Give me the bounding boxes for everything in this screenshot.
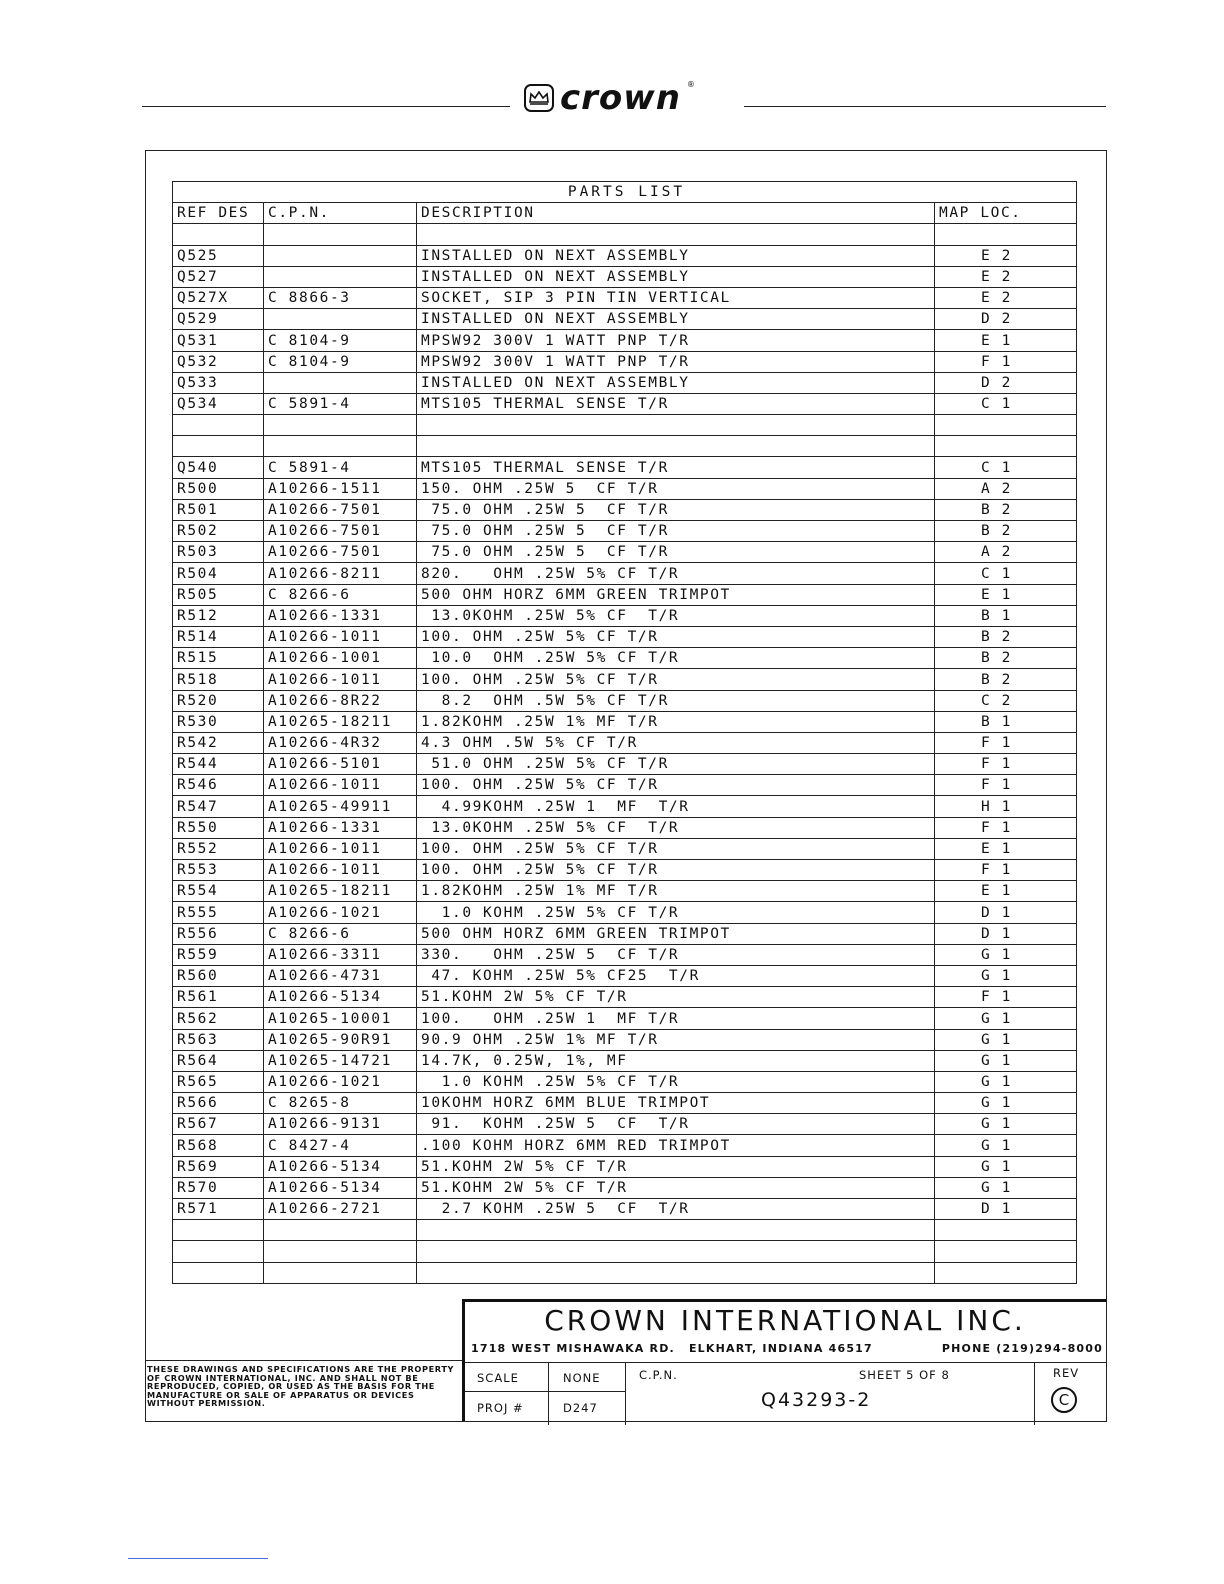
- ref-des-cell: Q534: [173, 393, 264, 414]
- cpn-cell: C 8265-8: [264, 1093, 417, 1114]
- table-row: [173, 478, 1077, 499]
- title-block-grid: [465, 1362, 1106, 1425]
- revision-value: C: [1058, 1391, 1070, 1409]
- ref-des-cell: R544: [173, 754, 264, 775]
- description-cell: INSTALLED ON NEXT ASSEMBLY: [417, 266, 935, 287]
- description-cell: [417, 1241, 935, 1262]
- cpn-label: C.P.N.: [639, 1368, 678, 1382]
- cpn-cell: A10266-3311: [264, 944, 417, 965]
- ref-des-cell: Q531: [173, 330, 264, 351]
- proj-label: PROJ #: [477, 1401, 524, 1415]
- table-row: [173, 690, 1077, 711]
- parts-list-title: PARTS LIST: [173, 182, 1077, 203]
- table-row: [173, 372, 1077, 393]
- cpn-cell: [264, 1220, 417, 1241]
- map-loc-cell: G 1: [935, 1156, 1077, 1177]
- footer-rule: [128, 1558, 268, 1559]
- ref-des-cell: Q527X: [173, 287, 264, 308]
- cpn-cell: A10265-10001: [264, 1008, 417, 1029]
- table-row: [173, 457, 1077, 478]
- ref-des-cell: R530: [173, 711, 264, 732]
- company-name: CROWN INTERNATIONAL INC.: [544, 1304, 1026, 1337]
- cpn-cell: C 8266-6: [264, 923, 417, 944]
- ref-des-cell: R515: [173, 648, 264, 669]
- description-cell: [417, 415, 935, 436]
- table-row: [173, 1093, 1077, 1114]
- table-row: [173, 266, 1077, 287]
- ref-des-cell: R571: [173, 1199, 264, 1220]
- map-loc-cell: H 1: [935, 796, 1077, 817]
- table-row: [173, 245, 1077, 266]
- map-loc-cell: G 1: [935, 944, 1077, 965]
- map-loc-cell: E 1: [935, 881, 1077, 902]
- cpn-cell: C 8427-4: [264, 1135, 417, 1156]
- description-cell: 75.0 OHM .25W 5 CF T/R: [417, 499, 935, 520]
- description-cell: 820. OHM .25W 5% CF T/R: [417, 563, 935, 584]
- map-loc-cell: D 1: [935, 1199, 1077, 1220]
- cpn-cell: [264, 266, 417, 287]
- proprietary-notice: THESE DRAWINGS AND SPECIFICATIONS ARE THE PROPERTY OF CROWN INTERNATIONAL, INC. AND SHALL NOT BE REPRODUCED, COPIED, OR USED AS THE BASIS FOR THE MANUFACTURE OR SALE OF APPARATUS OR DEVICES WITHOUT PERMISSION.: [147, 1364, 455, 1409]
- cpn-cell: C 8104-9: [264, 330, 417, 351]
- registered-mark: ®: [686, 80, 695, 89]
- ref-des-cell: R570: [173, 1177, 264, 1198]
- description-cell: 91. KOHM .25W 5 CF T/R: [417, 1114, 935, 1135]
- cpn-cell: A10266-5134: [264, 1156, 417, 1177]
- cpn-cell: [264, 436, 417, 457]
- map-loc-cell: G 1: [935, 1114, 1077, 1135]
- table-row: [173, 1199, 1077, 1220]
- ref-des-cell: R552: [173, 838, 264, 859]
- description-cell: 2.7 KOHM .25W 5 CF T/R: [417, 1199, 935, 1220]
- cpn-cell: A10266-5134: [264, 987, 417, 1008]
- description-cell: [417, 1220, 935, 1241]
- map-loc-cell: C 1: [935, 393, 1077, 414]
- table-row: [173, 563, 1077, 584]
- description-cell: INSTALLED ON NEXT ASSEMBLY: [417, 309, 935, 330]
- table-row: [173, 669, 1077, 690]
- parts-list-table: [172, 181, 1077, 1284]
- map-loc-cell: F 1: [935, 732, 1077, 753]
- table-row: [173, 499, 1077, 520]
- table-row: [173, 1177, 1077, 1198]
- table-row: [173, 860, 1077, 881]
- header-rule-right: [744, 106, 1106, 107]
- map-loc-cell: [935, 224, 1077, 245]
- map-loc-cell: B 2: [935, 626, 1077, 647]
- map-loc-cell: G 1: [935, 1029, 1077, 1050]
- ref-des-cell: R546: [173, 775, 264, 796]
- table-row: [173, 521, 1077, 542]
- ref-des-cell: R504: [173, 563, 264, 584]
- description-cell: 51.KOHM 2W 5% CF T/R: [417, 1156, 935, 1177]
- description-cell: 51.0 OHM .25W 5% CF T/R: [417, 754, 935, 775]
- table-row: [173, 351, 1077, 372]
- cpn-cell: A10266-8211: [264, 563, 417, 584]
- description-cell: 1.0 KOHM .25W 5% CF T/R: [417, 902, 935, 923]
- map-loc-cell: F 1: [935, 775, 1077, 796]
- cpn-cell: [264, 1262, 417, 1283]
- table-row: [173, 542, 1077, 563]
- cpn-cell: A10266-1011: [264, 626, 417, 647]
- map-loc-cell: F 1: [935, 987, 1077, 1008]
- cpn-cell: A10266-7501: [264, 521, 417, 542]
- description-cell: MPSW92 300V 1 WATT PNP T/R: [417, 330, 935, 351]
- table-row: [173, 775, 1077, 796]
- map-loc-cell: G 1: [935, 965, 1077, 986]
- col-header-map-loc: MAP LOC.: [935, 203, 1077, 224]
- ref-des-cell: R501: [173, 499, 264, 520]
- table-row: [173, 965, 1077, 986]
- parts-list-header-row: [173, 203, 1077, 224]
- map-loc-cell: D 1: [935, 902, 1077, 923]
- street-address: 1718 WEST MISHAWAKA RD.: [471, 1342, 675, 1355]
- map-loc-cell: E 1: [935, 838, 1077, 859]
- ref-des-cell: [173, 415, 264, 436]
- cpn-cell: C 8266-6: [264, 584, 417, 605]
- table-row: [173, 436, 1077, 457]
- map-loc-cell: B 1: [935, 711, 1077, 732]
- city-address: ELKHART, INDIANA 46517: [688, 1342, 873, 1355]
- table-row: [173, 838, 1077, 859]
- cpn-cell: [264, 309, 417, 330]
- ref-des-cell: R550: [173, 817, 264, 838]
- ref-des-cell: R563: [173, 1029, 264, 1050]
- table-row: [173, 1156, 1077, 1177]
- description-cell: 75.0 OHM .25W 5 CF T/R: [417, 521, 935, 542]
- table-row: [173, 1262, 1077, 1283]
- cpn-cell: C 8104-9: [264, 351, 417, 372]
- ref-des-cell: R502: [173, 521, 264, 542]
- table-row: [173, 287, 1077, 308]
- ref-des-cell: R561: [173, 987, 264, 1008]
- map-loc-cell: B 2: [935, 669, 1077, 690]
- ref-des-cell: Q525: [173, 245, 264, 266]
- description-cell: [417, 1262, 935, 1283]
- map-loc-cell: F 1: [935, 754, 1077, 775]
- map-loc-cell: G 1: [935, 1050, 1077, 1071]
- ref-des-cell: R567: [173, 1114, 264, 1135]
- ref-des-cell: R556: [173, 923, 264, 944]
- ref-des-cell: R564: [173, 1050, 264, 1071]
- table-row: [173, 330, 1077, 351]
- ref-des-cell: R555: [173, 902, 264, 923]
- cpn-cell: [264, 415, 417, 436]
- map-loc-cell: E 2: [935, 266, 1077, 287]
- cpn-cell: A10266-5101: [264, 754, 417, 775]
- map-loc-cell: F 1: [935, 860, 1077, 881]
- map-loc-cell: B 2: [935, 648, 1077, 669]
- table-row: [173, 626, 1077, 647]
- table-row: [173, 1008, 1077, 1029]
- cpn-cell: A10266-1331: [264, 605, 417, 626]
- drawing-number: Q43293-2: [761, 1389, 872, 1411]
- map-loc-cell: F 1: [935, 351, 1077, 372]
- map-loc-cell: E 2: [935, 287, 1077, 308]
- table-row: [173, 1050, 1077, 1071]
- ref-des-cell: R553: [173, 860, 264, 881]
- description-cell: 4.99KOHM .25W 1 MF T/R: [417, 796, 935, 817]
- description-cell: 100. OHM .25W 5% CF T/R: [417, 669, 935, 690]
- cpn-cell: A10265-49911: [264, 796, 417, 817]
- map-loc-cell: G 1: [935, 1071, 1077, 1092]
- description-cell: 4.3 OHM .5W 5% CF T/R: [417, 732, 935, 753]
- table-row: [173, 796, 1077, 817]
- description-cell: 13.0KOHM .25W 5% CF T/R: [417, 605, 935, 626]
- map-loc-cell: [935, 436, 1077, 457]
- cpn-cell: A10266-4731: [264, 965, 417, 986]
- map-loc-cell: C 2: [935, 690, 1077, 711]
- map-loc-cell: [935, 1241, 1077, 1262]
- cpn-cell: A10265-90R91: [264, 1029, 417, 1050]
- table-row: [173, 605, 1077, 626]
- crown-logo: [524, 78, 739, 118]
- map-loc-cell: E 1: [935, 584, 1077, 605]
- map-loc-cell: A 2: [935, 478, 1077, 499]
- map-loc-cell: G 1: [935, 1093, 1077, 1114]
- description-cell: 100. OHM .25W 5% CF T/R: [417, 860, 935, 881]
- map-loc-cell: A 2: [935, 542, 1077, 563]
- map-loc-cell: C 1: [935, 563, 1077, 584]
- cpn-cell: A10266-5134: [264, 1177, 417, 1198]
- description-cell: 1.82KOHM .25W 1% MF T/R: [417, 711, 935, 732]
- crown-emblem-icon: [524, 84, 554, 112]
- cpn-cell: A10265-14721: [264, 1050, 417, 1071]
- description-cell: MPSW92 300V 1 WATT PNP T/R: [417, 351, 935, 372]
- table-row: [173, 648, 1077, 669]
- description-cell: MTS105 THERMAL SENSE T/R: [417, 457, 935, 478]
- table-row: [173, 1029, 1077, 1050]
- description-cell: 500 OHM HORZ 6MM GREEN TRIMPOT: [417, 923, 935, 944]
- map-loc-cell: E 2: [935, 245, 1077, 266]
- table-row: [173, 1071, 1077, 1092]
- ref-des-cell: R542: [173, 732, 264, 753]
- map-loc-cell: [935, 1262, 1077, 1283]
- ref-des-cell: R559: [173, 944, 264, 965]
- ref-des-cell: [173, 1241, 264, 1262]
- map-loc-cell: D 1: [935, 923, 1077, 944]
- table-row: [173, 711, 1077, 732]
- description-cell: INSTALLED ON NEXT ASSEMBLY: [417, 245, 935, 266]
- table-row: [173, 987, 1077, 1008]
- map-loc-cell: D 2: [935, 372, 1077, 393]
- ref-des-cell: Q540: [173, 457, 264, 478]
- ref-des-cell: R562: [173, 1008, 264, 1029]
- revision-circle: [1051, 1387, 1077, 1413]
- cpn-cell: A10266-7501: [264, 542, 417, 563]
- description-cell: 75.0 OHM .25W 5 CF T/R: [417, 542, 935, 563]
- sheet-number: SHEET 5 OF 8: [859, 1368, 950, 1382]
- cpn-cell: A10266-7501: [264, 499, 417, 520]
- ref-des-cell: R554: [173, 881, 264, 902]
- notice-rule: [145, 1360, 463, 1361]
- cpn-cell: C 5891-4: [264, 457, 417, 478]
- map-loc-cell: G 1: [935, 1135, 1077, 1156]
- description-cell: 8.2 OHM .5W 5% CF T/R: [417, 690, 935, 711]
- map-loc-cell: B 2: [935, 499, 1077, 520]
- description-cell: 500 OHM HORZ 6MM GREEN TRIMPOT: [417, 584, 935, 605]
- cpn-cell: A10265-18211: [264, 881, 417, 902]
- logo-wordmark: crown: [560, 78, 681, 118]
- cpn-cell: C 5891-4: [264, 393, 417, 414]
- description-cell: 1.82KOHM .25W 1% MF T/R: [417, 881, 935, 902]
- title-block: [462, 1299, 1106, 1421]
- map-loc-cell: D 2: [935, 309, 1077, 330]
- description-cell: SOCKET, SIP 3 PIN TIN VERTICAL: [417, 287, 935, 308]
- map-loc-cell: B 2: [935, 521, 1077, 542]
- col-header-ref-des: REF DES: [173, 203, 264, 224]
- description-cell: 51.KOHM 2W 5% CF T/R: [417, 1177, 935, 1198]
- map-loc-cell: [935, 415, 1077, 436]
- table-row: [173, 754, 1077, 775]
- table-row: [173, 309, 1077, 330]
- cpn-cell: [264, 372, 417, 393]
- cpn-cell: A10266-2721: [264, 1199, 417, 1220]
- map-loc-cell: [935, 1220, 1077, 1241]
- ref-des-cell: R505: [173, 584, 264, 605]
- cpn-cell: A10266-1021: [264, 1071, 417, 1092]
- description-cell: 100. OHM .25W 5% CF T/R: [417, 775, 935, 796]
- map-loc-cell: C 1: [935, 457, 1077, 478]
- ref-des-cell: R569: [173, 1156, 264, 1177]
- description-cell: 10KOHM HORZ 6MM BLUE TRIMPOT: [417, 1093, 935, 1114]
- ref-des-cell: R500: [173, 478, 264, 499]
- ref-des-cell: [173, 1262, 264, 1283]
- description-cell: 13.0KOHM .25W 5% CF T/R: [417, 817, 935, 838]
- table-row: [173, 1241, 1077, 1262]
- description-cell: 1.0 KOHM .25W 5% CF T/R: [417, 1071, 935, 1092]
- table-row: [173, 584, 1077, 605]
- description-cell: MTS105 THERMAL SENSE T/R: [417, 393, 935, 414]
- ref-des-cell: R518: [173, 669, 264, 690]
- description-cell: 330. OHM .25W 5 CF T/R: [417, 944, 935, 965]
- cpn-cell: A10265-18211: [264, 711, 417, 732]
- ref-des-cell: R503: [173, 542, 264, 563]
- table-row: [173, 1220, 1077, 1241]
- col-header-description: DESCRIPTION: [417, 203, 935, 224]
- proj-value: D247: [563, 1401, 598, 1415]
- map-loc-cell: G 1: [935, 1177, 1077, 1198]
- ref-des-cell: Q533: [173, 372, 264, 393]
- description-cell: 100. OHM .25W 5% CF T/R: [417, 838, 935, 859]
- ref-des-cell: R566: [173, 1093, 264, 1114]
- map-loc-cell: B 1: [935, 605, 1077, 626]
- ref-des-cell: [173, 224, 264, 245]
- table-row: [173, 393, 1077, 414]
- table-row: [173, 902, 1077, 923]
- table-row: [173, 1114, 1077, 1135]
- table-row: [173, 881, 1077, 902]
- ref-des-cell: R560: [173, 965, 264, 986]
- description-cell: 100. OHM .25W 5% CF T/R: [417, 626, 935, 647]
- ref-des-cell: R520: [173, 690, 264, 711]
- parts-list-title-row: [173, 182, 1077, 203]
- ref-des-cell: [173, 1220, 264, 1241]
- ref-des-cell: R547: [173, 796, 264, 817]
- ref-des-cell: Q532: [173, 351, 264, 372]
- description-cell: 100. OHM .25W 1 MF T/R: [417, 1008, 935, 1029]
- cpn-cell: A10266-8R22: [264, 690, 417, 711]
- cpn-cell: A10266-1331: [264, 817, 417, 838]
- ref-des-cell: R568: [173, 1135, 264, 1156]
- description-cell: INSTALLED ON NEXT ASSEMBLY: [417, 372, 935, 393]
- table-row: [173, 944, 1077, 965]
- table-row: [173, 923, 1077, 944]
- description-cell: 51.KOHM 2W 5% CF T/R: [417, 987, 935, 1008]
- table-row: [173, 415, 1077, 436]
- cpn-cell: [264, 245, 417, 266]
- col-header-cpn: C.P.N.: [264, 203, 417, 224]
- rev-label: REV: [1053, 1366, 1080, 1380]
- table-row: [173, 1135, 1077, 1156]
- cpn-cell: A10266-1021: [264, 902, 417, 923]
- table-row: [173, 817, 1077, 838]
- description-cell: 150. OHM .25W 5 CF T/R: [417, 478, 935, 499]
- cpn-cell: A10266-4R32: [264, 732, 417, 753]
- description-cell: 90.9 OHM .25W 1% MF T/R: [417, 1029, 935, 1050]
- description-cell: 47. KOHM .25W 5% CF25 T/R: [417, 965, 935, 986]
- ref-des-cell: Q527: [173, 266, 264, 287]
- table-row: [173, 732, 1077, 753]
- ref-des-cell: R565: [173, 1071, 264, 1092]
- cpn-cell: A10266-1511: [264, 478, 417, 499]
- map-loc-cell: F 1: [935, 817, 1077, 838]
- header-rule-left: [142, 106, 510, 107]
- phone-number: PHONE (219)294-8000: [941, 1342, 1103, 1355]
- scale-value: NONE: [563, 1371, 601, 1385]
- company-address: [471, 1342, 1103, 1355]
- ref-des-cell: R512: [173, 605, 264, 626]
- description-cell: 14.7K, 0.25W, 1%, MF: [417, 1050, 935, 1071]
- description-cell: .100 KOHM HORZ 6MM RED TRIMPOT: [417, 1135, 935, 1156]
- description-cell: 10.0 OHM .25W 5% CF T/R: [417, 648, 935, 669]
- cpn-cell: A10266-1011: [264, 669, 417, 690]
- cpn-cell: A10266-1001: [264, 648, 417, 669]
- cpn-cell: [264, 1241, 417, 1262]
- ref-des-cell: [173, 436, 264, 457]
- description-cell: [417, 436, 935, 457]
- map-loc-cell: E 1: [935, 330, 1077, 351]
- cpn-cell: [264, 224, 417, 245]
- scale-label: SCALE: [477, 1371, 519, 1385]
- map-loc-cell: G 1: [935, 1008, 1077, 1029]
- ref-des-cell: R514: [173, 626, 264, 647]
- description-cell: [417, 224, 935, 245]
- ref-des-cell: Q529: [173, 309, 264, 330]
- cpn-cell: A10266-1011: [264, 838, 417, 859]
- cpn-cell: C 8866-3: [264, 287, 417, 308]
- cpn-cell: A10266-1011: [264, 860, 417, 881]
- cpn-cell: A10266-9131: [264, 1114, 417, 1135]
- cpn-cell: A10266-1011: [264, 775, 417, 796]
- table-row: [173, 224, 1077, 245]
